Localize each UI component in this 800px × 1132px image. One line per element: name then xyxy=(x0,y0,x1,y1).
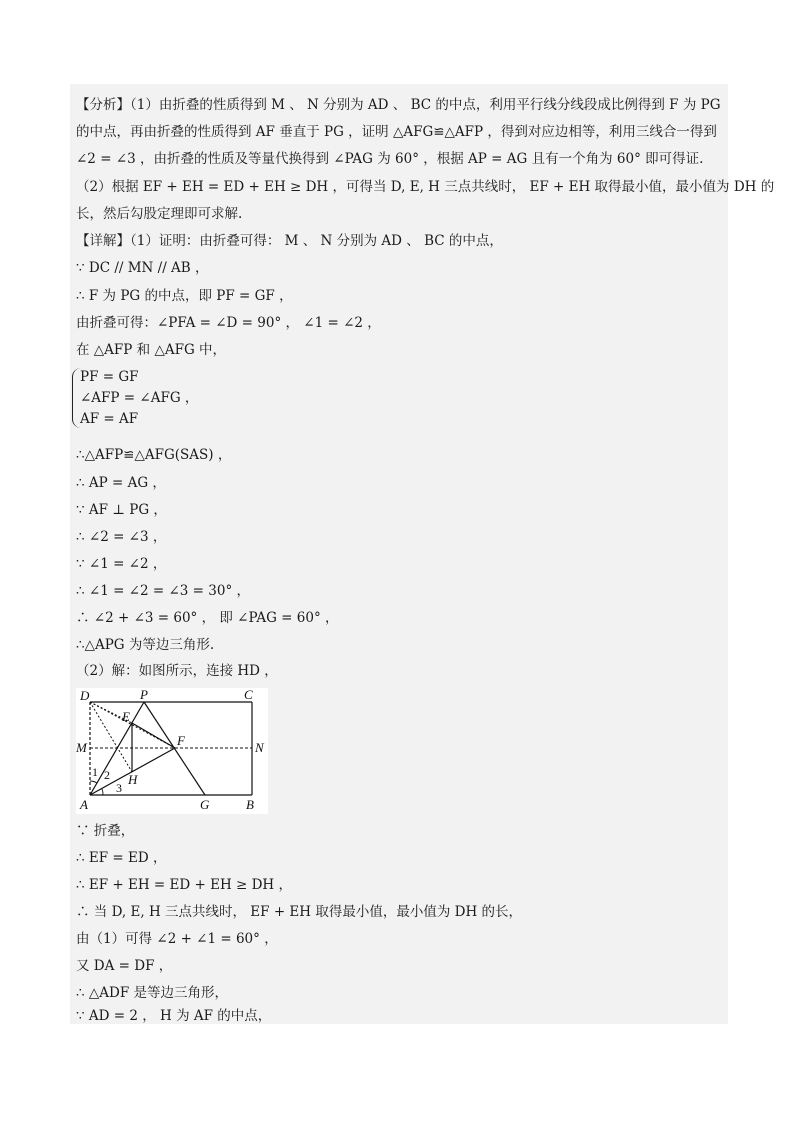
solution-step-1: ∵ 折叠， xyxy=(76,823,135,839)
analysis-line-3: ∠2 = ∠3 ，由折叠的性质及等量代换得到 ∠PAG 为 60° ，根据 AP = AG 且有一个角为 60° 即可得证. xyxy=(76,151,704,167)
system-line-3: AF = AF xyxy=(80,411,139,427)
solution-step-8: ∵ AD = 2 ， H 为 AF 的中点， xyxy=(76,1008,272,1024)
label-A: A xyxy=(80,797,88,812)
solution-step-5: 由（1）可得 ∠2 + ∠1 = 60° ， xyxy=(76,931,278,947)
proof-step-9: ∵ ∠1 = ∠2 ， xyxy=(76,556,167,572)
analysis-line-2: 的中点，再由折叠的性质得到 AF 垂直于 PG ，证明 △AFG≌△AFP ，得到对应边相等，利用三线合一得到 xyxy=(76,124,717,140)
detail-header: 【详解】（1）证明：由折叠可得： M 、 N 分别为 AD 、 BC 的中点， xyxy=(76,233,503,249)
geometry-diagram xyxy=(76,688,268,814)
analysis-line-5: 长，然后勾股定理即可求解. xyxy=(76,206,243,222)
proof-step-5: ∴△AFP≌△AFG(SAS) ， xyxy=(76,447,232,463)
label-B: B xyxy=(246,797,254,812)
label-N: N xyxy=(255,740,264,755)
part2-heading: （2）解：如图所示，连接 HD ， xyxy=(76,663,278,679)
proof-step-8: ∴ ∠2 = ∠3 ， xyxy=(76,529,167,545)
label-F: F xyxy=(177,733,185,748)
proof-step-7: ∵ AF ⊥ PG ， xyxy=(76,502,167,518)
solution-step-2: ∴ EF = ED ， xyxy=(76,850,167,866)
solution-step-4: ∴ 当 D, E, H 三点共线时， EF + EH 取得最小值，最小值为 DH 的长， xyxy=(76,904,523,920)
solution-step-6: 又 DA = DF ， xyxy=(76,958,173,974)
label-angle-1: 1 xyxy=(92,765,98,779)
proof-step-3: 由折叠可得：∠PFA = ∠D = 90° ， ∠1 = ∠2 ， xyxy=(76,315,381,331)
proof-step-6: ∴ AP = AG ， xyxy=(76,475,166,491)
label-angle-3: 3 xyxy=(116,781,122,795)
proof-step-2: ∴ F 为 PG 的中点，即 PF = GF ， xyxy=(76,288,293,304)
label-H: H xyxy=(128,772,138,787)
proof-step-1: ∵ DC // MN // AB ， xyxy=(76,260,209,276)
label-E: E xyxy=(122,709,130,724)
label-P: P xyxy=(140,688,148,702)
label-D: D xyxy=(80,688,90,703)
analysis-line-1: 【分析】（1）由折叠的性质得到 M 、 N 分别为 AD 、 BC 的中点，利用平行线分线段成比例得到 F 为 PG xyxy=(76,97,721,113)
geometry-figure xyxy=(76,688,268,814)
proof-step-11: ∴ ∠2 + ∠3 = 60° ， 即 ∠PAG = 60° ， xyxy=(76,610,339,626)
system-line-2: ∠AFP = ∠AFG ， xyxy=(80,390,199,406)
label-C: C xyxy=(244,688,253,702)
analysis-line-4: （2）根据 EF + EH = ED + EH ≥ DH ，可得当 D, E, H 三点共线时， EF + EH 取得最小值，最小值为 DH 的 xyxy=(76,179,775,195)
label-G: G xyxy=(200,797,210,812)
solution-step-3: ∴ EF + EH = ED + EH ≥ DH ， xyxy=(76,877,292,893)
label-angle-2: 2 xyxy=(104,768,110,782)
solution-step-7: ∴ △ADF 是等边三角形， xyxy=(76,985,228,1001)
system-line-1: PF = GF xyxy=(80,369,139,385)
proof-step-4: 在 △AFP 和 △AFG 中， xyxy=(76,342,227,358)
proof-step-10: ∴ ∠1 = ∠2 = ∠3 = 30° ， xyxy=(76,583,250,599)
proof-step-12: ∴△APG 为等边三角形. xyxy=(76,637,215,653)
label-M: M xyxy=(76,740,87,755)
